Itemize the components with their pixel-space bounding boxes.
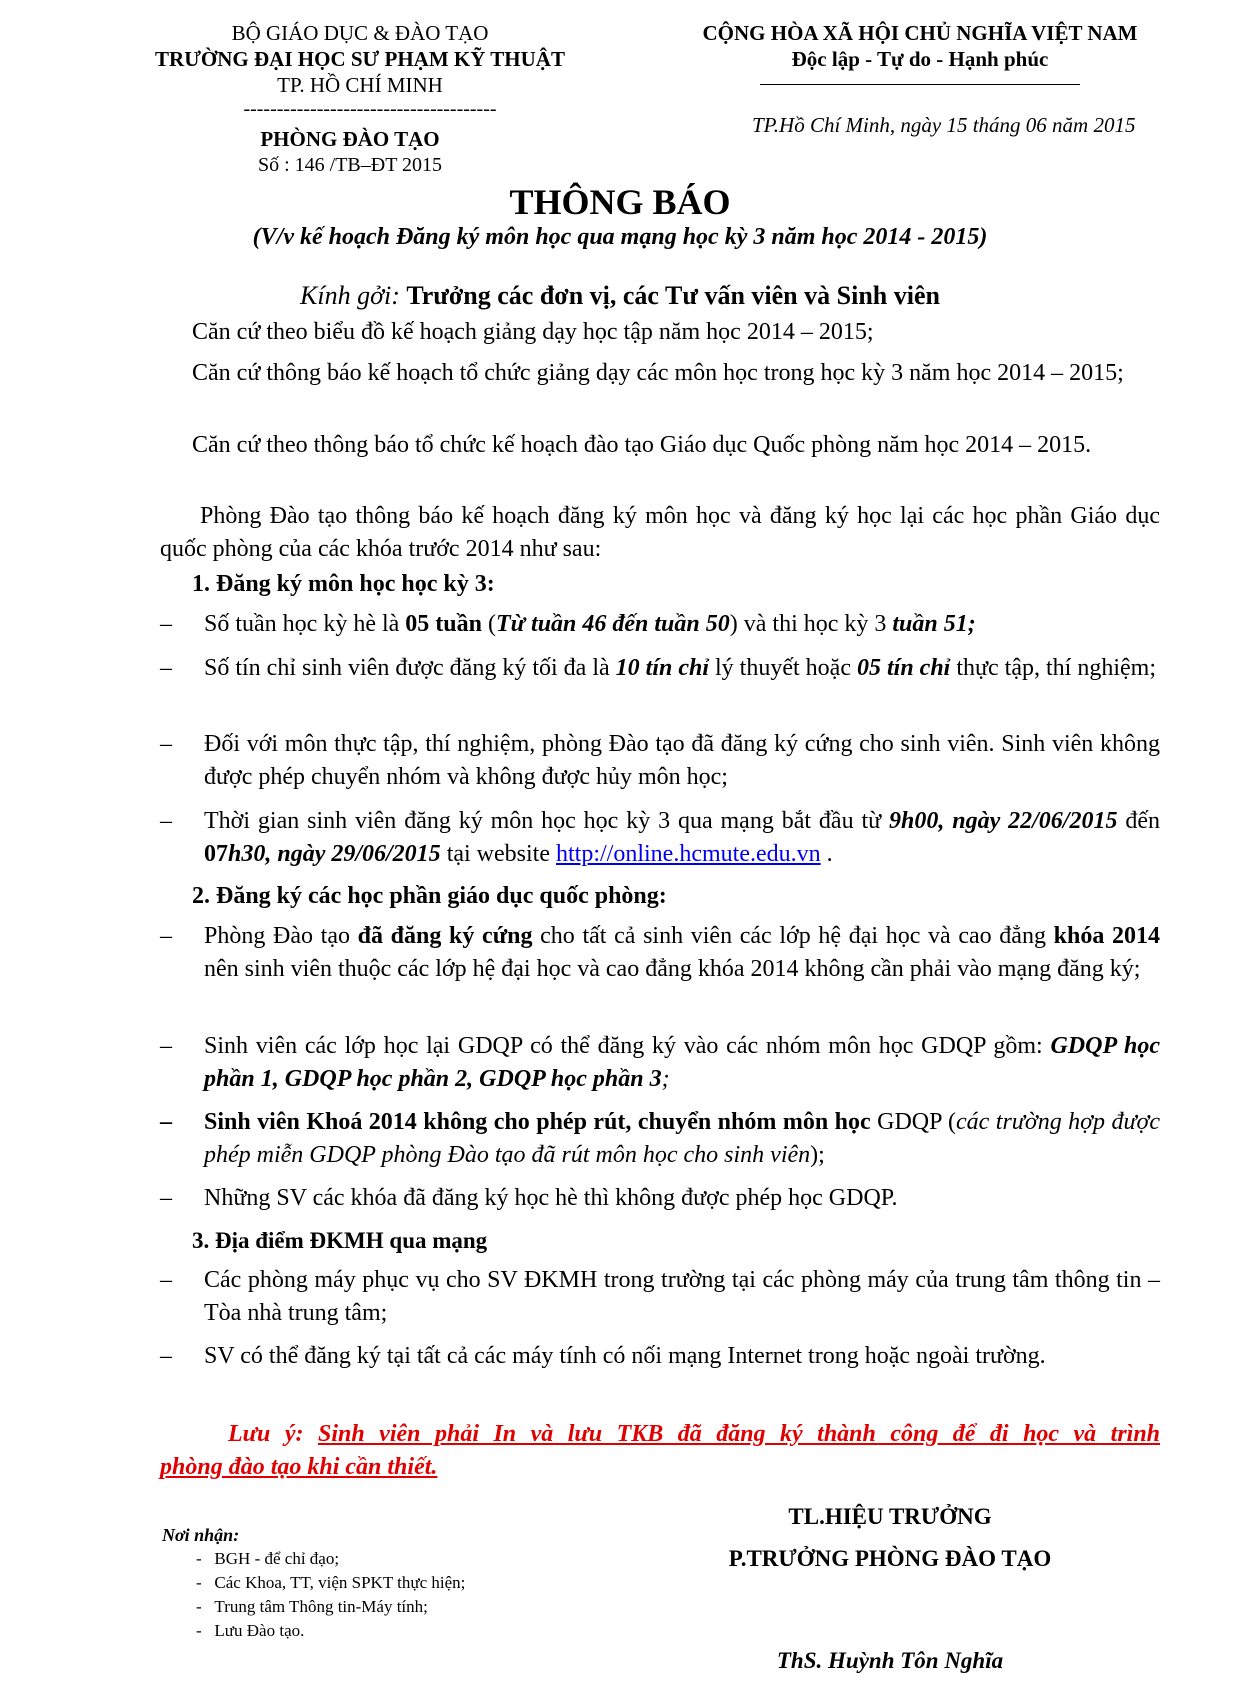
national-motto: Độc lập - Tự do - Hạnh phúc [791, 47, 1049, 71]
bullet-text: Số tuần học kỳ hè là 05 tuần (Từ tuần 46 đến tuần 50) và thi học kỳ 3 tuần 51; [204, 611, 976, 637]
bullet-dash: – [160, 1267, 172, 1293]
s2-bullet-2 [160, 1030, 1160, 1096]
bullet-dash: – [160, 923, 172, 949]
s2-bullet-1 [160, 920, 1160, 1019]
registration-website-link[interactable]: http://online.hcmute.edu.vn [556, 841, 821, 867]
university-name: TRƯỜNG ĐẠI HỌC SƯ PHẠM KỸ THUẬT [155, 47, 565, 71]
bullet-dash: – [160, 655, 172, 681]
bullet-dash: – [160, 731, 172, 757]
note-text: Sinh viên phải In và lưu TKB đã đăng ký thành công để đi học và trình [318, 1421, 1161, 1447]
motto-underline [760, 84, 1080, 85]
basis-1: Căn cứ theo biểu đồ kế hoạch giảng dạy học tập năm học 2014 – 2015; [192, 319, 874, 345]
s1-bullet-1 [160, 608, 1160, 641]
greeting-recipients: Trưởng các đơn vị, các Tư vấn viên và Sinh viên [406, 281, 940, 310]
bullet-dash: – [160, 1185, 172, 1211]
bullet-text: Đối với môn thực tập, thí nghiệm, phòng Đào tạo đã đăng ký cứng cho sinh viên. Sinh viên không được phép chuyển nhóm và không được hủy môn học; [204, 731, 1160, 790]
note-label: Lưu ý: [228, 1421, 304, 1447]
bullet-text: Các phòng máy phục vụ cho SV ĐKMH trong trường tại các phòng máy của trung tâm thông tin – Tòa nhà trung tâm; [204, 1267, 1160, 1326]
recipients-label: Nơi nhận: [162, 1525, 240, 1545]
item-dash: - [196, 1621, 202, 1640]
republic-name: CỘNG HÒA XÃ HỘI CHỦ NGHĨA VIỆT NAM [702, 21, 1138, 45]
note-line-2: phòng đào tạo khi cần thiết. [160, 1454, 438, 1480]
bullet-dash: – [160, 1033, 172, 1059]
bullet-dash: – [160, 808, 172, 834]
item-dash: - [196, 1597, 202, 1616]
greeting-label: Kính gởi: [300, 281, 400, 310]
bullet-dash: – [160, 1109, 172, 1135]
bullet-text: Số tín chỉ sinh viên được đăng ký tối đa là 10 tín chỉ lý thuyết hoặc 05 tín chỉ thực tập, thí nghiệm; [204, 655, 1156, 681]
bullet-dash: – [160, 1343, 172, 1369]
greeting [0, 280, 1240, 312]
ministry-name: BỘ GIÁO DỤC & ĐÀO TẠO [231, 21, 489, 45]
s2-bullet-4 [160, 1182, 1160, 1215]
s3-bullet-1 [160, 1264, 1160, 1330]
note-line-1 [160, 1418, 1160, 1451]
recipient-item: - Trung tâm Thông tin-Máy tính; [196, 1597, 428, 1616]
issue-date: TP.Hồ Chí Minh, ngày 15 tháng 06 năm 2015 [752, 113, 1136, 137]
bullet-text: Sinh viên Khoá 2014 không cho phép rút, chuyển nhóm môn học GDQP (các trường hợp được phép miễn GDQP phòng Đào tạo đã rút môn học cho sinh viên); [204, 1109, 1161, 1168]
signature-title-1: TL.HIỆU TRƯỞNG [788, 1504, 992, 1529]
recipient-item: - BGH - để chỉ đạo; [196, 1549, 340, 1568]
bullet-text: Phòng Đào tạo đã đăng ký cứng cho tất cả sinh viên các lớp hệ đại học và cao đẳng khóa 2014 nên sinh viên thuộc các lớp hệ đại học và cao đẳng khóa 2014 không cần phải vào mạng đăng ký; [204, 923, 1160, 982]
s3-bullet-2 [160, 1340, 1160, 1406]
item-dash: - [196, 1573, 202, 1592]
bullet-dash: – [160, 611, 172, 637]
bullet-text: Những SV các khóa đã đăng ký học hè thì không được phép học GDQP. [204, 1185, 898, 1211]
item-dash: - [196, 1549, 202, 1568]
basis-2: Căn cứ thông báo kế hoạch tổ chức giảng dạy các môn học trong học kỳ 3 năm học 2014 – 2015; [192, 360, 1124, 386]
bullet-text: Sinh viên các lớp học lại GDQP có thể đăng ký vào các nhóm môn học GDQP gồm: GDQP học phần 1, GDQP học phần 2, GDQP học phần 3; [204, 1033, 1160, 1092]
recipient-item: - Lưu Đào tạo. [196, 1621, 305, 1640]
document-subtitle: (V/v kế hoạch Đăng ký môn học qua mạng học kỳ 3 năm học 2014 - 2015) [252, 224, 988, 250]
recipient-item: - Các Khoa, TT, viện SPKT thực hiện; [196, 1573, 466, 1592]
bullet-text: Thời gian sinh viên đăng ký môn học học kỳ 3 qua mạng bắt đầu từ 9h00, ngày 22/06/2015 đến 07h30, ngày 29/06/2015 tại website http://online.hcmute.edu.vn . [204, 808, 1161, 867]
office-name: PHÒNG ĐÀO TẠO [260, 127, 440, 151]
header-separator: -------------------------------------- [243, 98, 497, 120]
document-title: THÔNG BÁO [509, 182, 731, 222]
signature-title-2: P.TRƯỞNG PHÒNG ĐÀO TẠO [728, 1546, 1052, 1571]
section-3-heading: 3. Địa điểm ĐKMH qua mạng [192, 1228, 488, 1253]
intro-paragraph: Phòng Đào tạo thông báo kế hoạch đăng ký môn học và đăng ký học lại các học phần Giáo dục quốc phòng của các khóa trước 2014 như sau: [160, 503, 1160, 562]
city-name: TP. HỒ CHÍ MINH [277, 73, 443, 97]
bullet-text: SV có thể đăng ký tại tất cả các máy tính có nối mạng Internet trong hoặc ngoài trường. [204, 1343, 1046, 1369]
section-2-heading: 2. Đăng ký các học phần giáo dục quốc phòng: [192, 883, 667, 909]
s1-bullet-3 [160, 728, 1160, 794]
s2-bullet-3 [160, 1106, 1160, 1172]
document-number: Số : 146 /TB–ĐT 2015 [257, 154, 443, 176]
s1-bullet-4 [160, 805, 1160, 871]
basis-3: Căn cứ theo thông báo tổ chức kế hoạch đào tạo Giáo dục Quốc phòng năm học 2014 – 2015. [192, 432, 1092, 458]
s1-bullet-2 [160, 652, 1160, 718]
section-1-heading: 1. Đăng ký môn học học kỳ 3: [192, 571, 495, 597]
signer-name: ThS. Huỳnh Tôn Nghĩa [776, 1648, 1004, 1673]
